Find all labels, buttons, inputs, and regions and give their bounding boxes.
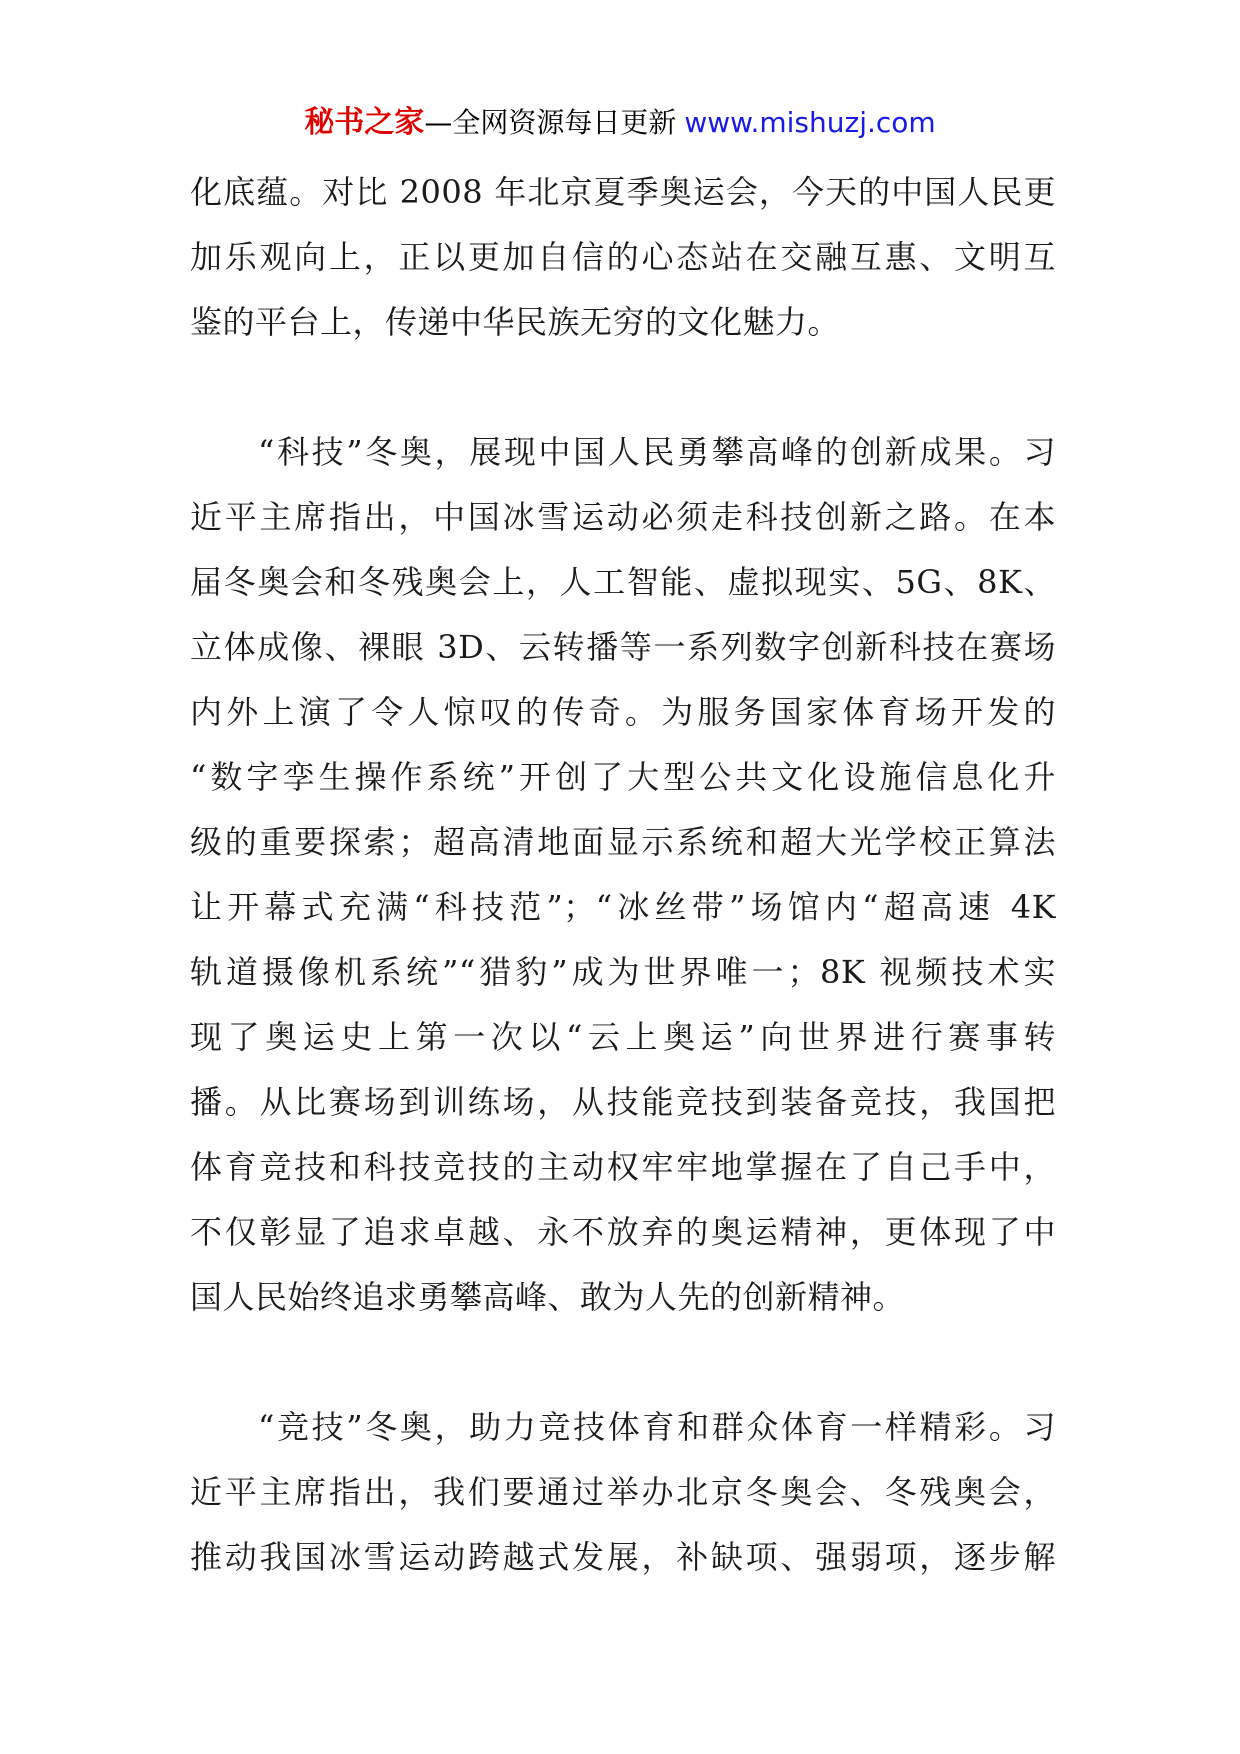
paragraph (190, 160, 1056, 355)
text-line: 推动我国冰雪运动跨越式发展，补缺项、强弱项，逐步解 (190, 1538, 1056, 1576)
paragraph-gap (190, 355, 1056, 420)
text-line: 届冬奥会和冬残奥会上，人工智能、虚拟现实、5G、8K、 (190, 563, 1056, 601)
text-line: 近平主席指出，中国冰雪运动必须走科技创新之路。在本 (190, 498, 1056, 536)
paragraph-gap (190, 1330, 1056, 1395)
text-line: 加乐观向上，正以更加自信的心态站在交融互惠、文明互 (190, 238, 1056, 276)
header-slogan: —全网资源每日更新 (424, 106, 677, 139)
text-line: 轨道摄像机系统”“猎豹”成为世界唯一；8K 视频技术实 (190, 953, 1056, 991)
text-line: 近平主席指出，我们要通过举办北京冬奥会、冬残奥会， (190, 1473, 1056, 1511)
paragraph (190, 1395, 1056, 1590)
text-line: 播。从比赛场到训练场，从技能竞技到装备竞技，我国把 (190, 1083, 1056, 1121)
text-line: 国人民始终追求勇攀高峰、敢为人先的创新精神。 (190, 1278, 906, 1316)
document-body (190, 160, 1056, 1590)
text-line: 化底蕴。对比 2008 年北京夏季奥运会，今天的中国人民更 (190, 173, 1056, 211)
text-line: “竞技”冬奥，助力竞技体育和群众体育一样精彩。习 (258, 1408, 1056, 1446)
text-line: 内外上演了令人惊叹的传奇。为服务国家体育场开发的 (190, 693, 1056, 731)
text-line: 级的重要探索；超高清地面显示系统和超大光学校正算法 (190, 823, 1056, 861)
site-header (0, 103, 1240, 143)
paragraph (190, 420, 1056, 1330)
text-line: “科技”冬奥，展现中国人民勇攀高峰的创新成果。习 (258, 433, 1056, 471)
text-line: “数字孪生操作系统”开创了大型公共文化设施信息化升 (190, 758, 1056, 796)
text-line: 体育竞技和科技竞技的主动权牢牢地掌握在了自己手中， (190, 1148, 1056, 1186)
text-line: 立体成像、裸眼 3D、云转播等一系列数字创新科技在赛场 (190, 628, 1056, 666)
text-line: 鉴的平台上，传递中华民族无穷的文化魅力。 (190, 303, 841, 341)
site-url-link[interactable]: www.mishuzj.com (684, 106, 936, 139)
text-line: 不仅彰显了追求卓越、永不放弃的奥运精神，更体现了中 (190, 1213, 1056, 1251)
brand-name: 秘书之家 (304, 105, 425, 140)
text-line: 让开幕式充满“科技范”；“冰丝带”场馆内“超高速 4K (190, 888, 1056, 926)
text-line: 现了奥运史上第一次以“云上奥运”向世界进行赛事转 (190, 1018, 1056, 1056)
